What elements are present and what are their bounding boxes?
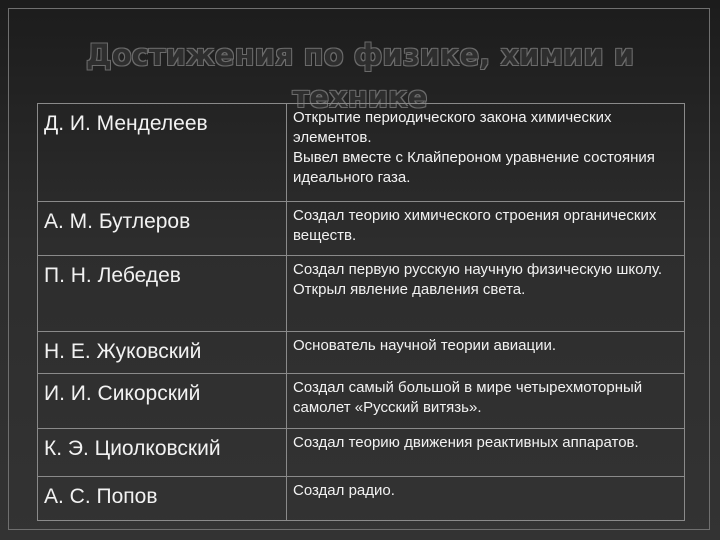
achievement-cell — [287, 374, 685, 429]
achievement-cell — [287, 104, 685, 202]
achievement-cell — [287, 477, 685, 521]
achievement-text: Создал теорию химического строения органических веществ. — [293, 207, 657, 244]
table-row — [38, 429, 685, 477]
achievement-cell — [287, 256, 685, 332]
achievement-text: Создал самый большой в мире четырехмоторный самолет «Русский витязь». — [293, 379, 643, 416]
achievements-table — [37, 103, 685, 521]
achievement-text: Создал радио. — [293, 482, 395, 499]
scientist-name: А. М. Бутлеров — [38, 202, 287, 256]
achievement-cell — [287, 332, 685, 374]
table-row — [38, 477, 685, 521]
scientist-name: А. С. Попов — [38, 477, 287, 521]
scientist-name: П. Н. Лебедев — [38, 256, 287, 332]
achievement-text: Создал первую русскую научную физическую школу. — [293, 261, 663, 278]
achievement-text: Открытие периодического закона химических элементов. — [293, 109, 612, 146]
achievement-cell — [287, 429, 685, 477]
achievement-text: Создал теорию движения реактивных аппаратов. — [293, 434, 639, 451]
table-row — [38, 104, 685, 202]
table-row — [38, 202, 685, 256]
achievement-cell — [287, 202, 685, 256]
achievement-text: Открыл явление давления света. — [293, 281, 526, 298]
slide-title: Достижения по физике, химии и технике — [85, 38, 635, 114]
scientist-name: Д. И. Менделеев — [38, 104, 287, 202]
achievement-text: Вывел вместе с Клайпероном уравнение состояния идеального газа. — [293, 149, 655, 186]
scientist-name: К. Э. Циолковский — [38, 429, 287, 477]
table-row — [38, 256, 685, 332]
table-row — [38, 374, 685, 429]
achievement-text: Основатель научной теории авиации. — [293, 337, 557, 354]
table-row — [38, 332, 685, 374]
scientist-name: Н. Е. Жуковский — [38, 332, 287, 374]
scientist-name: И. И. Сикорский — [38, 374, 287, 429]
